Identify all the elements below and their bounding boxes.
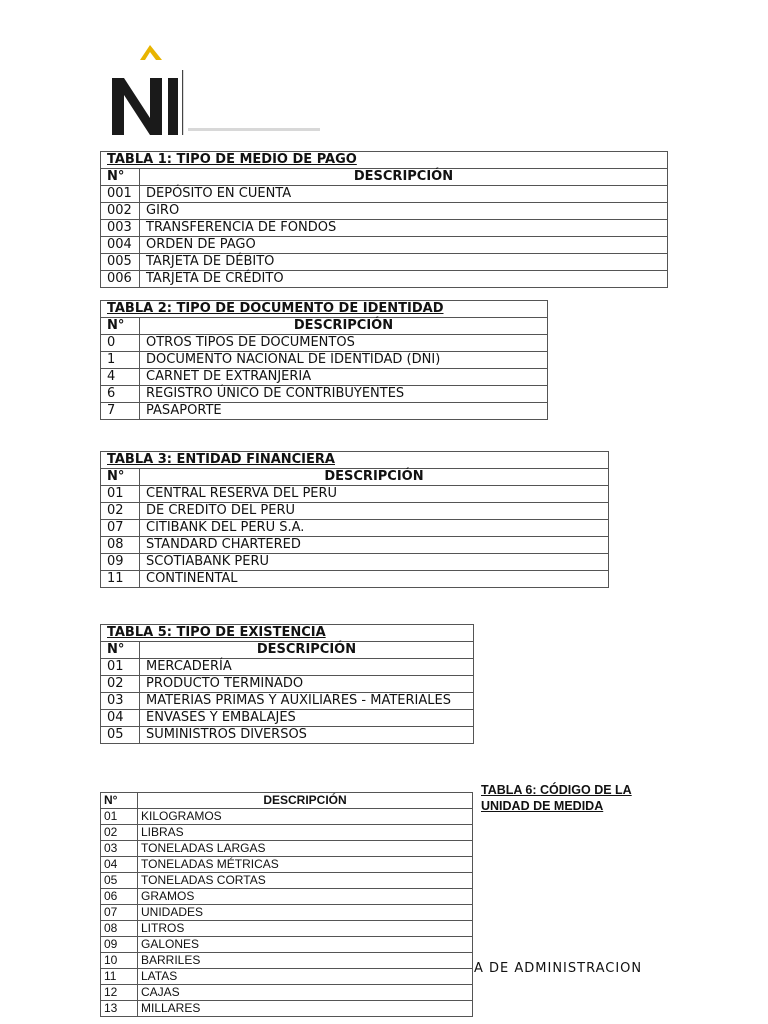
table-unidad-medida xyxy=(100,792,473,1017)
table-6-caption-line2: UNIDAD DE MEDIDA xyxy=(481,799,604,813)
table-row xyxy=(101,889,473,905)
row-description: TONELADAS LARGAS xyxy=(138,841,473,857)
row-number: 02 xyxy=(101,676,140,693)
row-number: 04 xyxy=(101,857,138,873)
table-documento-identidad xyxy=(100,300,548,420)
row-number: 04 xyxy=(101,710,140,727)
logo-bar xyxy=(168,78,178,135)
table-row xyxy=(101,386,548,403)
row-description: CONTINENTAL xyxy=(140,571,609,588)
row-number: 004 xyxy=(101,237,140,254)
row-number: 12 xyxy=(101,985,138,1001)
row-number: 0 xyxy=(101,335,140,352)
row-number: 05 xyxy=(101,727,140,744)
row-description: CARNET DE EXTRANJERIA xyxy=(140,369,548,386)
row-number: 09 xyxy=(101,554,140,571)
table-row xyxy=(101,985,473,1001)
table-tipo-existencia xyxy=(100,624,474,744)
row-description: MATERIAS PRIMAS Y AUXILIARES - MATERIALES xyxy=(140,693,474,710)
row-description: ORDEN DE PAGO xyxy=(140,237,668,254)
table-caption: TABLA 3: ENTIDAD FINANCIERA xyxy=(101,452,609,469)
row-number: 6 xyxy=(101,386,140,403)
row-number: 03 xyxy=(101,841,138,857)
column-header-description: DESCRIPCIÓN xyxy=(140,469,609,486)
table-row xyxy=(101,727,474,744)
table-6-caption xyxy=(481,782,632,814)
table-caption: TABLA 1: TIPO DE MEDIO DE PAGO xyxy=(101,152,668,169)
row-description: UNIDADES xyxy=(138,905,473,921)
row-number: 07 xyxy=(101,520,140,537)
row-description: KILOGRAMOS xyxy=(138,809,473,825)
row-description: DOCUMENTO NACIONAL DE IDENTIDAD (DNI) xyxy=(140,352,548,369)
row-number: 02 xyxy=(101,503,140,520)
row-description: TONELADAS CORTAS xyxy=(138,873,473,889)
row-number: 08 xyxy=(101,921,138,937)
row-number: 02 xyxy=(101,825,138,841)
row-description: ENVASES Y EMBALAJES xyxy=(140,710,474,727)
table-row xyxy=(101,352,548,369)
row-description: MERCADERÍA xyxy=(140,659,474,676)
row-description: GIRO xyxy=(140,203,668,220)
row-number: 005 xyxy=(101,254,140,271)
column-header-number: N° xyxy=(101,642,140,659)
row-number: 05 xyxy=(101,873,138,889)
table-row xyxy=(101,953,473,969)
column-header-number: N° xyxy=(101,793,138,809)
logo-faint-text xyxy=(188,128,320,131)
row-description: GRAMOS xyxy=(138,889,473,905)
table-row xyxy=(101,921,473,937)
row-number: 01 xyxy=(101,659,140,676)
column-header-description: DESCRIPCIÓN xyxy=(140,642,474,659)
row-description: REGISTRO ÚNICO DE CONTRIBUYENTES xyxy=(140,386,548,403)
row-number: 4 xyxy=(101,369,140,386)
table-row xyxy=(101,186,668,203)
table-row xyxy=(101,271,668,288)
table-row xyxy=(101,537,609,554)
table-row xyxy=(101,905,473,921)
row-number: 002 xyxy=(101,203,140,220)
table-caption: TABLA 2: TIPO DE DOCUMENTO DE IDENTIDAD xyxy=(101,301,548,318)
row-number: 06 xyxy=(101,889,138,905)
logo-n-shape xyxy=(112,78,162,135)
row-number: 11 xyxy=(101,571,140,588)
row-description: TONELADAS MÉTRICAS xyxy=(138,857,473,873)
table-medio-de-pago xyxy=(100,151,668,288)
table-row xyxy=(101,254,668,271)
table-row xyxy=(101,1001,473,1017)
table-row xyxy=(101,809,473,825)
table-row xyxy=(101,554,609,571)
row-description: TARJETA DE CRÉDITO xyxy=(140,271,668,288)
row-number: 10 xyxy=(101,953,138,969)
table-row xyxy=(101,710,474,727)
table-row xyxy=(101,403,548,420)
row-description: SUMINISTROS DIVERSOS xyxy=(140,727,474,744)
column-header-number: N° xyxy=(101,169,140,186)
row-description: CAJAS xyxy=(138,985,473,1001)
row-description: TARJETA DE DÉBITO xyxy=(140,254,668,271)
row-number: 001 xyxy=(101,186,140,203)
row-description: LIBRAS xyxy=(138,825,473,841)
table-row xyxy=(101,335,548,352)
row-description: OTROS TIPOS DE DOCUMENTOS xyxy=(140,335,548,352)
column-header-number: N° xyxy=(101,469,140,486)
row-number: 7 xyxy=(101,403,140,420)
table-row xyxy=(101,571,609,588)
table-row xyxy=(101,203,668,220)
row-description: BARRILES xyxy=(138,953,473,969)
table-row xyxy=(101,520,609,537)
row-number: 01 xyxy=(101,486,140,503)
row-number: 13 xyxy=(101,1001,138,1017)
row-description: GALONES xyxy=(138,937,473,953)
row-description: DE CREDITO DEL PERU xyxy=(140,503,609,520)
row-description: MILLARES xyxy=(138,1001,473,1017)
column-header-description: DESCRIPCIÓN xyxy=(138,793,473,809)
table-row xyxy=(101,937,473,953)
table-row xyxy=(101,825,473,841)
table-row xyxy=(101,841,473,857)
row-description: LITROS xyxy=(138,921,473,937)
partial-footer-text: A DE ADMINISTRACION xyxy=(474,961,643,976)
row-description: CITIBANK DEL PERU S.A. xyxy=(140,520,609,537)
table-row xyxy=(101,503,609,520)
table-row xyxy=(101,220,668,237)
column-header-description: DESCRIPCIÓN xyxy=(140,169,668,186)
logo-divider xyxy=(182,70,183,135)
row-number: 1 xyxy=(101,352,140,369)
row-description: STANDARD CHARTERED xyxy=(140,537,609,554)
table-row xyxy=(101,857,473,873)
row-number: 006 xyxy=(101,271,140,288)
table-row xyxy=(101,486,609,503)
table-6-caption-line1: TABLA 6: CÓDIGO DE LA xyxy=(481,783,632,797)
row-description: DEPÓSITO EN CUENTA xyxy=(140,186,668,203)
table-row xyxy=(101,659,474,676)
row-number: 07 xyxy=(101,905,138,921)
row-description: LATAS xyxy=(138,969,473,985)
row-number: 01 xyxy=(101,809,138,825)
table-row xyxy=(101,369,548,386)
column-header-description: DESCRIPCIÓN xyxy=(140,318,548,335)
row-number: 003 xyxy=(101,220,140,237)
table-caption: TABLA 5: TIPO DE EXISTENCIA xyxy=(101,625,474,642)
table-row xyxy=(101,237,668,254)
column-header-number: N° xyxy=(101,318,140,335)
row-number: 03 xyxy=(101,693,140,710)
row-description: CENTRAL RESERVA DEL PERU xyxy=(140,486,609,503)
row-description: PASAPORTE xyxy=(140,403,548,420)
table-row xyxy=(101,873,473,889)
row-number: 08 xyxy=(101,537,140,554)
logo-accent-mark xyxy=(140,45,162,60)
table-row xyxy=(101,969,473,985)
row-description: SCOTIABANK PERU xyxy=(140,554,609,571)
university-logo xyxy=(110,40,340,140)
row-number: 09 xyxy=(101,937,138,953)
table-entidad-financiera xyxy=(100,451,609,588)
table-row xyxy=(101,693,474,710)
table-row xyxy=(101,676,474,693)
row-number: 11 xyxy=(101,969,138,985)
row-description: TRANSFERENCIA DE FONDOS xyxy=(140,220,668,237)
row-description: PRODUCTO TERMINADO xyxy=(140,676,474,693)
